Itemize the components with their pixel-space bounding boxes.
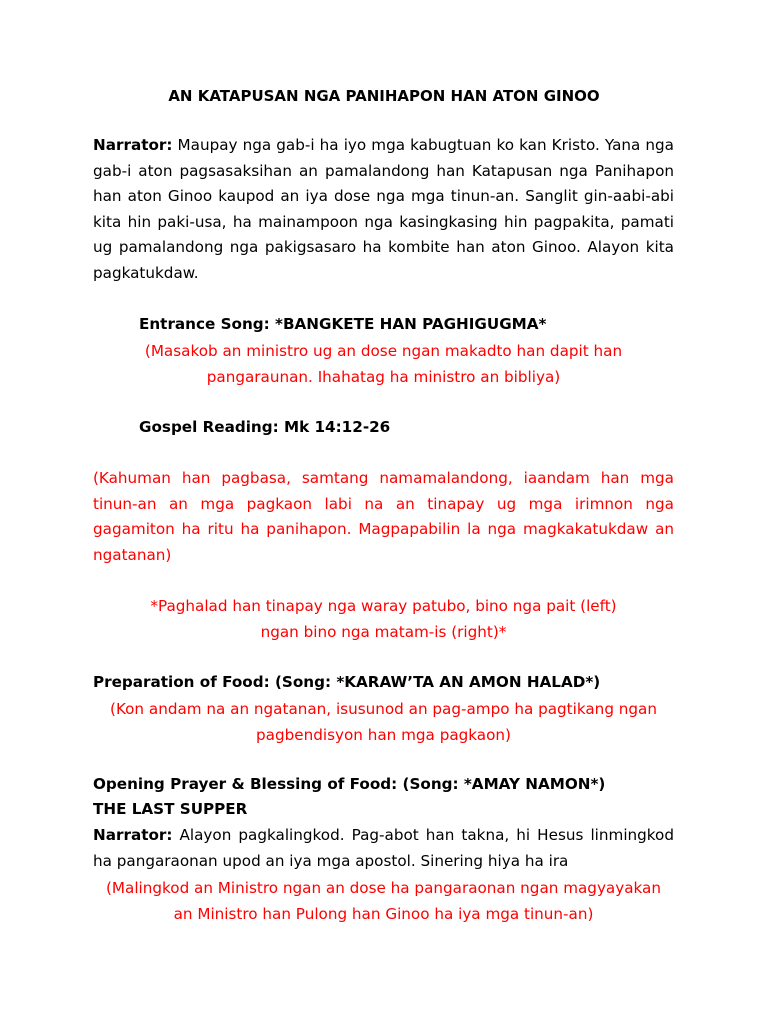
preparation-note-line-1: (Kon andam na an ngatanan, isusunod an pag-ampo ha pagtikang ngan	[110, 700, 657, 718]
supper-text: Alayon pagkalingkod. Pag-abot han takna, hi Hesus linmingkod ha pangaraonan upod an iya mga apostol. Sinering hiya ha ira	[93, 826, 674, 870]
opening-prayer-heading: Opening Prayer & Blessing of Food: (Song: *AMAY NAMON*)	[93, 775, 606, 793]
preparation-note	[93, 696, 674, 748]
entrance-song-heading: Entrance Song: *BANGKETE HAN PAGHIGUGMA*	[139, 315, 547, 333]
entrance-note-line-1: (Masakob an ministro ug an dose ngan makadto han dapit han	[144, 342, 623, 360]
preparation-note-line-2: pagbendisyon han mga pagkaon)	[256, 726, 511, 744]
offering-note	[93, 593, 674, 645]
narrator-label: Narrator:	[93, 136, 173, 154]
last-supper-heading: THE LAST SUPPER	[93, 800, 248, 818]
supper-note-line-2: an Ministro han Pulong han Ginoo ha iya mga tinun-an)	[173, 905, 594, 923]
gospel-note: (Kahuman han pagbasa, samtang namamalandong, iaandam han mga tinun-an an mga pagkaon labi na an tinapay ug mga irimnon nga gagamiton ha ritu ha panihapon. Magpapabilin la nga magkakatukdaw an ngatanan)	[93, 469, 674, 564]
supper-paragraph	[93, 823, 674, 874]
entrance-note-line-2: pangaraunan. Ihahatag ha ministro an bibliya)	[206, 368, 561, 386]
document-title: AN KATAPUSAN NGA PANIHAPON HAN ATON GINOO	[168, 87, 600, 105]
preparation-heading: Preparation of Food: (Song: *KARAW’TA AN AMON HALAD*)	[93, 673, 601, 691]
offering-note-line-2: ngan bino nga matam-is (right)*	[260, 623, 507, 641]
entrance-note	[93, 338, 674, 390]
intro-paragraph	[93, 133, 674, 286]
narrator-label: Narrator:	[93, 826, 173, 844]
offering-note-line-1: *Paghalad han tinapay nga waray patubo, bino nga pait (left)	[150, 597, 617, 615]
intro-text: Maupay nga gab-i ha iyo mga kabugtuan ko kan Kristo. Yana nga gab-i aton pagsasaksihan an pamalandong han Katapusan nga Panihapon han aton Ginoo kaupod an iya dose nga mga tinun-an. Sanglit gin-aabi-abi kita hin paki-usa, ha mainampoon nga kasingkasing hin pagpakita, pamati ug pamalandong nga pakigsasaro ha kombite han aton Ginoo. Alayon kita pagkatukdaw.	[93, 136, 674, 282]
supper-note-line-1: (Malingkod an Ministro ngan an dose ha pangaraonan ngan magyayakan	[105, 879, 661, 897]
supper-note	[93, 875, 674, 927]
gospel-reading-heading: Gospel Reading: Mk 14:12-26	[139, 418, 391, 436]
